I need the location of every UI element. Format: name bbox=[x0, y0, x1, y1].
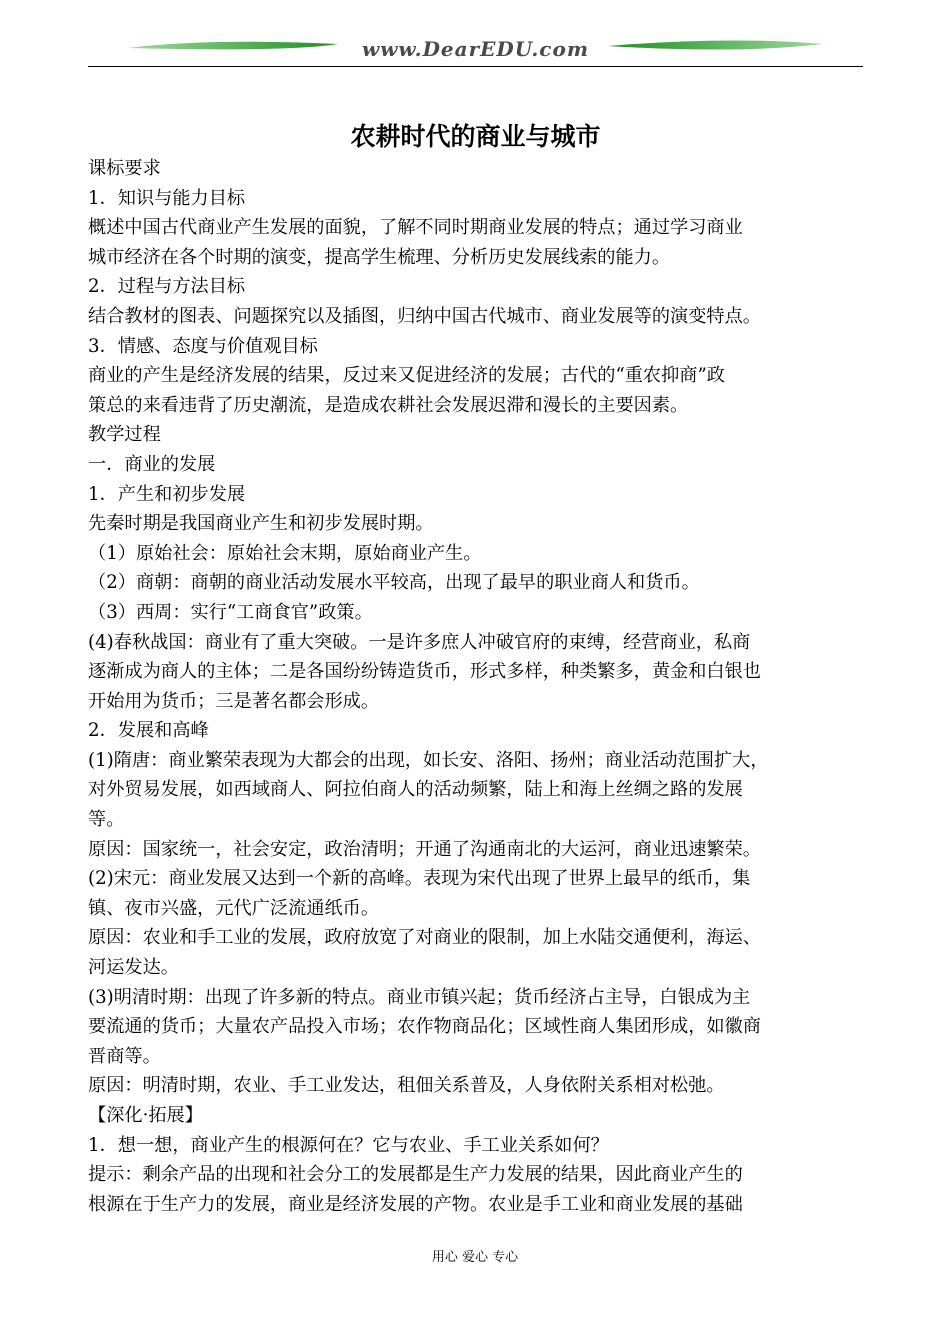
document-lines bbox=[88, 154, 863, 1219]
paragraph-line: 河运发达。 bbox=[88, 957, 179, 979]
paragraph-line: 3．情感、态度与价值观目标 bbox=[88, 335, 318, 357]
paragraph-line: 对外贸易发展，如西域商人、阿拉伯商人的活动频繁，陆上和海上丝绸之路的发展 bbox=[88, 779, 743, 801]
paragraph-line: 原因：明清时期，农业、手工业发达，租佃关系普及，人身依附关系相对松弛。 bbox=[88, 1075, 725, 1097]
paragraph-line: 一．商业的发展 bbox=[88, 453, 216, 475]
paragraph-line: 要流通的货币；大量农产品投入市场；农作物商品化；区域性商人集团形成，如徽商 bbox=[88, 1016, 761, 1038]
header-divider bbox=[88, 66, 863, 67]
paragraph-line: (1)隋唐：商业繁荣表现为大都会的出现，如长安、洛阳、扬州；商业活动范围扩大， bbox=[88, 749, 769, 771]
document-body bbox=[88, 120, 863, 1219]
paragraph-line: 策总的来看违背了历史潮流，是造成农耕社会发展迟滞和漫长的主要因素。 bbox=[88, 394, 689, 416]
page-footer: 用心 爱心 专心 bbox=[431, 1250, 519, 1265]
paragraph-line: (3)明清时期：出现了许多新的特点。商业市镇兴起；货币经济占主导，白银成为主 bbox=[88, 986, 751, 1008]
site-header bbox=[88, 34, 863, 68]
paragraph-line: 先秦时期是我国商业产生和初步发展时期。 bbox=[88, 513, 434, 535]
paragraph-line: 1．知识与能力目标 bbox=[88, 187, 246, 209]
paragraph-line: 开始用为货币；三是著名都会形成。 bbox=[88, 690, 380, 712]
paragraph-line: 2．过程与方法目标 bbox=[88, 276, 246, 298]
paragraph-line: 教学过程 bbox=[88, 424, 161, 446]
document-title: 农耕时代的商业与城市 bbox=[350, 122, 601, 151]
paragraph-line: 晋商等。 bbox=[88, 1045, 161, 1067]
paragraph-line: 【深化·拓展】 bbox=[88, 1105, 203, 1126]
paragraph-line: （1）原始社会：原始社会末期，原始商业产生。 bbox=[88, 542, 482, 564]
paragraph-line: 原因：农业和手工业的发展，政府放宽了对商业的限制，加上水陆交通便利，海运、 bbox=[88, 927, 761, 949]
paragraph-line: 1．产生和初步发展 bbox=[88, 483, 246, 505]
paragraph-line: 课标要求 bbox=[88, 158, 161, 179]
paragraph-line: 1．想一想，商业产生的根源何在？它与农业、手工业关系如何？ bbox=[88, 1134, 609, 1156]
paragraph-line: （2）商朝：商朝的商业活动发展水平较高，出现了最早的职业商人和货币。 bbox=[88, 572, 700, 594]
paragraph-line: 提示：剩余产品的出现和社会分工的发展都是生产力发展的结果，因此商业产生的 bbox=[88, 1164, 743, 1186]
paragraph-line: 原因：国家统一，社会安定，政治清明；开通了沟通南北的大运河，商业迅速繁荣。 bbox=[88, 838, 761, 860]
paragraph-line: 根源在于生产力的发展，商业是经济发展的产物。农业是手工业和商业发展的基础 bbox=[88, 1193, 743, 1215]
paragraph-line: 结合教材的图表、问题探究以及插图，归纳中国古代城市、商业发展等的演变特点。 bbox=[88, 305, 761, 327]
paragraph-line: 等。 bbox=[88, 809, 125, 831]
paragraph-line: 概述中国古代商业产生发展的面貌，了解不同时期商业发展的特点；通过学习商业 bbox=[88, 217, 743, 239]
paragraph-line: 逐渐成为商人的主体；二是各国纷纷铸造货币，形式多样，种类繁多，黄金和白银也 bbox=[88, 661, 761, 683]
paragraph-line: 城市经济在各个时期的演变，提高学生梳理、分析历史发展线索的能力。 bbox=[88, 246, 671, 268]
paragraph-line: 2．发展和高峰 bbox=[88, 720, 209, 742]
paragraph-line: (4)春秋战国：商业有了重大突破。一是许多庶人冲破官府的束缚，经营商业，私商 bbox=[88, 631, 751, 653]
paragraph-line: 镇、夜市兴盛，元代广泛流通纸币。 bbox=[88, 897, 380, 919]
paragraph-line: 商业的产生是经济发展的结果，反过来又促进经济的发展；古代的“重农抑商”政 bbox=[88, 365, 725, 387]
site-logo[interactable]: www.DearEDU.com bbox=[361, 37, 589, 61]
paragraph-line: (2)宋元：商业发展又达到一个新的高峰。表现为宋代出现了世界上最早的纸币，集 bbox=[88, 868, 751, 890]
paragraph-line: （3）西周：实行“工商食官”政策。 bbox=[88, 601, 373, 623]
